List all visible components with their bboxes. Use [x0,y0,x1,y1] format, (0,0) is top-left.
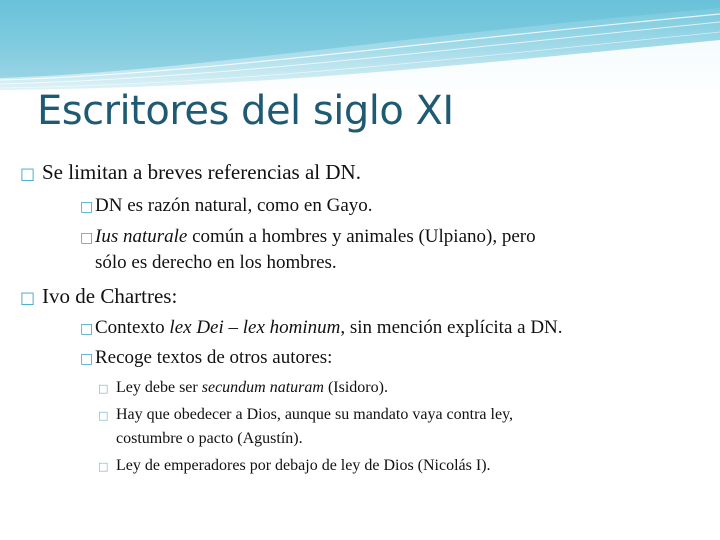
bullet-item: □DN es razón natural, como en Gayo. [80,195,373,216]
bullet-item: □Contexto lex Dei – lex hominum, sin mención explícita a DN. [80,317,563,338]
bullet-item: □Ius naturale común a hombres y animales (Ulpiano), pero [80,226,536,247]
bullet-icon: □ [98,409,109,422]
bullet-icon: □ [80,351,94,367]
bullet-continuation: costumbre o pacto (Agustín). [116,430,303,447]
bullet-item: □ Se limitan a breves referencias al DN. [20,160,361,184]
bullet-icon: □ [98,382,109,395]
bullet-item: □ Ley de emperadores por debajo de ley de Dios (Nicolás I). [98,457,491,474]
bullet-continuation: sólo es derecho en los hombres. [95,252,337,273]
bullet-icon: □ [20,288,36,307]
bullet-icon: □ [80,230,94,246]
bullet-icon: □ [80,321,94,337]
bullet-item: □ Ivo de Chartres: [20,284,178,308]
bullet-icon: □ [20,164,36,183]
bullet-item: □Recoge textos de otros autores: [80,347,333,368]
bullet-icon: □ [98,460,109,473]
bullet-icon: □ [80,199,94,215]
bullet-item: □ Hay que obedecer a Dios, aunque su mandato vaya contra ley, [98,406,514,423]
slide-title: Escritores del siglo XI [37,88,454,134]
bullet-item: □ Ley debe ser secundum naturam (Isidoro). [98,379,388,396]
